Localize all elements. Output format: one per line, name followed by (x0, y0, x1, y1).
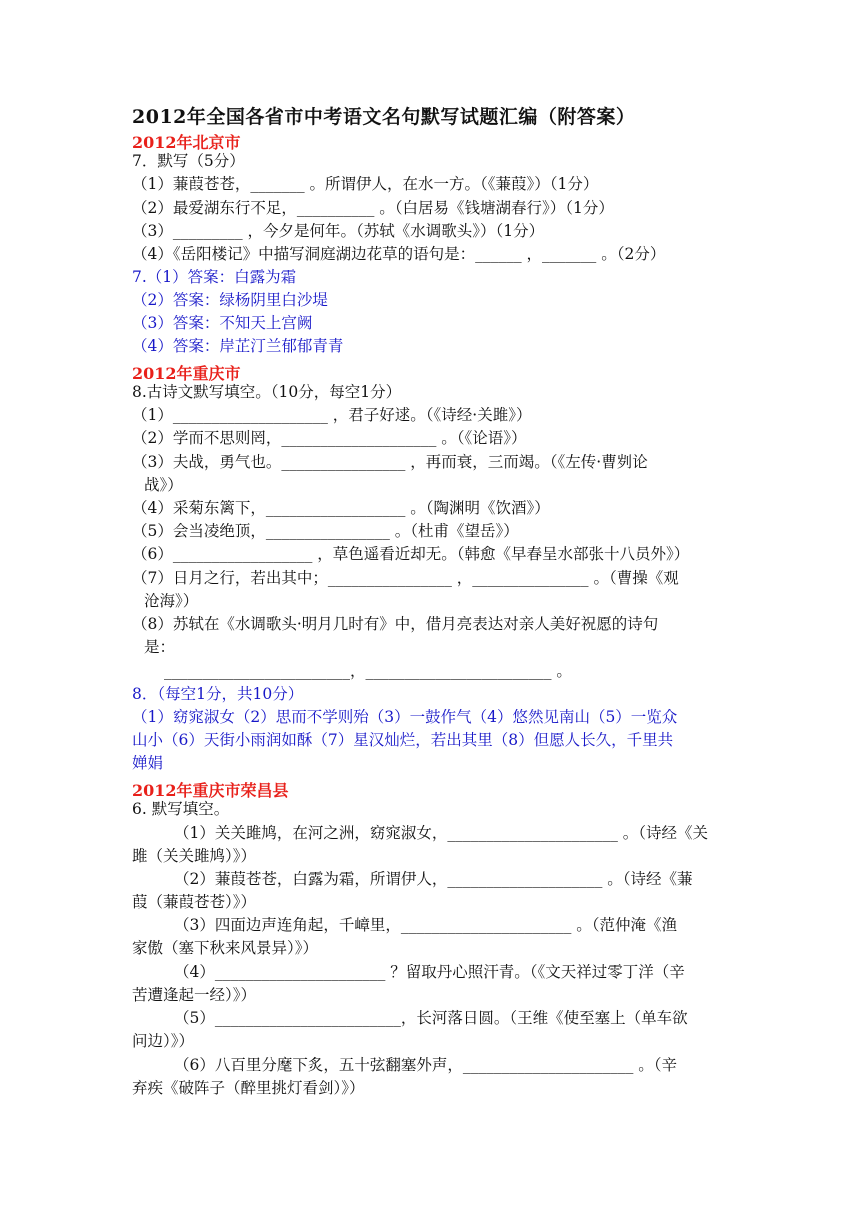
document-title: 2012年全国各省市中考语文名句默写试题汇编（附答案） (132, 106, 636, 128)
section-heading-rongchang: 2012年重庆市荣昌县 (132, 781, 289, 800)
question-line: （8）苏轼在《水调歌头·明月几时有》中，借月亮表达对亲人美好祝愿的诗句 (132, 615, 659, 633)
question-line: （1）蒹葭苍苍，_______ 。所谓伊人，在水一方。（《蒹葭》）（1分） (132, 175, 599, 193)
question-line: ________________________，________________________ 。 (164, 662, 572, 680)
question-line: （6）八百里分麾下炙，五十弦翻塞外声，______________________ 。（辛 (174, 1056, 678, 1074)
question-line: 雎（关关雎鸠）》） (132, 847, 257, 865)
question-line: （3）_________ ，今夕是何年。（苏轼《水调歌头》）（1分） (132, 222, 545, 240)
answer-line: （3）答案：不知天上宫阙 (132, 314, 313, 332)
question-line: 7．默写（5分） (132, 152, 245, 170)
question-line: 是： (144, 638, 176, 656)
section-heading-beijing: 2012年北京市 (132, 133, 241, 152)
question-line: 葭（蒹葭苍苍）》） (132, 893, 257, 911)
question-line: （5）________________________，长河落日圆。（王维《使至塞上（单车欲 (174, 1009, 688, 1027)
question-line: 苦遭逢起一经）》） (132, 986, 257, 1004)
question-line: 家傲（塞下秋来风景异）》） (132, 939, 319, 957)
question-line: （3）四面边声连角起，千嶂里，______________________ 。（范仲淹《渔 (174, 916, 678, 934)
question-line: （3）夫战，勇气也。________________ ，再而衰，三而竭。（《左传·曹刿论 (132, 453, 648, 471)
answer-line: 7.（1）答案：白露为霜 (132, 268, 297, 286)
answer-line: （4）答案：岸芷汀兰郁郁青青 (132, 337, 344, 355)
question-line: （5）会当凌绝顶，________________ 。（杜甫《望岳》） (132, 522, 519, 540)
answer-line: 8．（每空1分，共10分） (132, 685, 304, 703)
answer-line: 山小（6）天街小雨润如酥（7）星汉灿烂，若出其里（8）但愿人长久，千里共 (132, 731, 674, 749)
question-line: （2）最爱湖东行不足，__________ 。（白居易《钱塘湖春行》）（1分） (132, 199, 614, 217)
answer-line: 婵娟 (132, 754, 164, 772)
question-line: 战》） (144, 476, 183, 494)
question-line: 弃疾《破阵子（醉里挑灯看剑）》） (132, 1079, 365, 1097)
question-line: （6）__________________ ，草色遥看近却无。（韩愈《早春呈水部张十八员外》） (132, 545, 690, 563)
question-line: （1）____________________ ，君子好逑。（《诗经·关雎》） (132, 406, 532, 424)
question-line: （2）蒹葭苍苍，白露为霜，所谓伊人，____________________ 。（诗经《蒹 (174, 870, 693, 888)
question-line: （4）《岳阳楼记》中描写洞庭湖边花草的语句是：______ ，_______ 。（2分） (132, 245, 666, 263)
question-line: 8.古诗文默写填空。（10分，每空1分） (132, 383, 402, 401)
question-line: 问边）》） (132, 1032, 195, 1050)
question-line: 沧海》） (144, 592, 199, 610)
answer-line: （1）窈窕淑女（2）思而不学则殆（3）一鼓作气（4）悠然见南山（5）一览众 (132, 708, 678, 726)
question-line: （4）______________________ ？留取丹心照汗青。（《文天祥过零丁洋（辛 (174, 963, 685, 981)
question-line: 6. 默写填空。 (132, 800, 230, 818)
answer-line: （2）答案：绿杨阴里白沙堤 (132, 291, 328, 309)
question-line: （4）采菊东篱下，__________________ 。（陶渊明《饮酒》） (132, 499, 550, 517)
question-line: （7）日月之行，若出其中；________________ ，_______________ 。（曹操《观 (132, 569, 679, 587)
section-heading-chongqing: 2012年重庆市 (132, 364, 241, 383)
question-line: （2）学而不思则罔，____________________ 。（《论语》） (132, 429, 527, 447)
question-line: （1）关关雎鸠，在河之洲，窈窕淑女，______________________ 。（诗经《关 (174, 824, 709, 842)
